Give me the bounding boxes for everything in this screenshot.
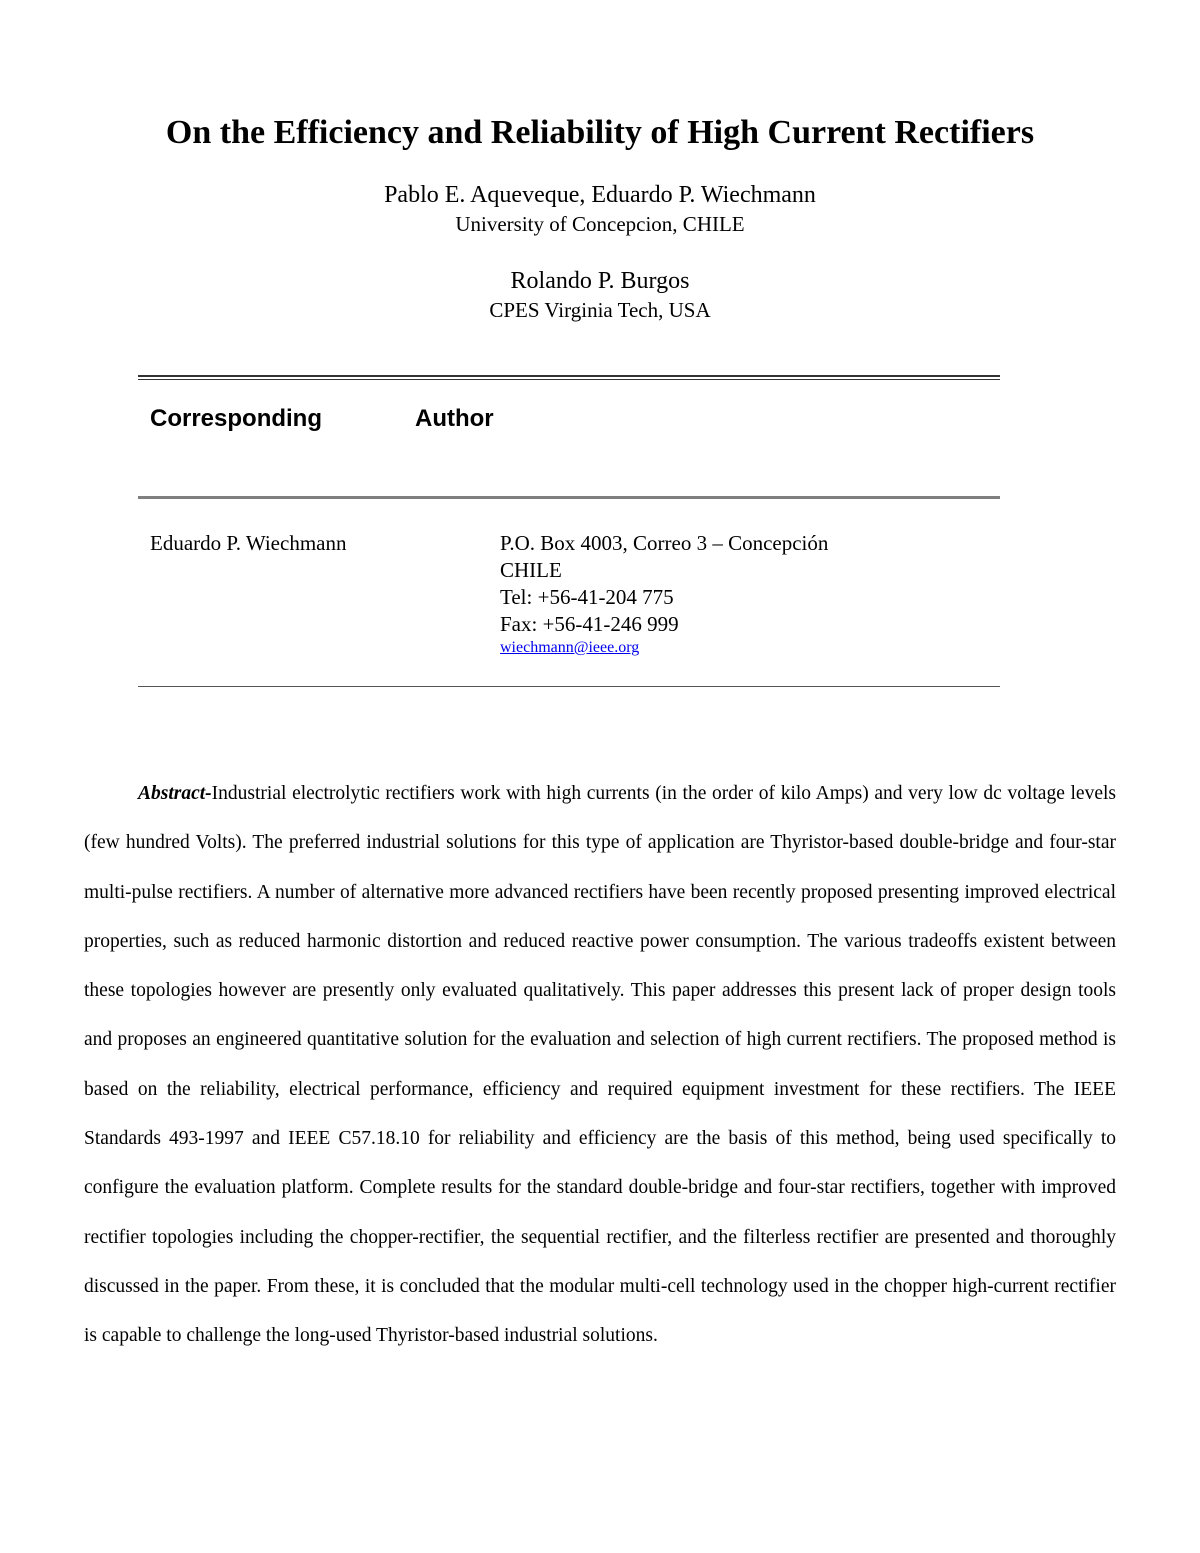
contact-address	[500, 530, 828, 658]
abstract-text: Industrial electrolytic rectifiers work with high currents (in the order of kilo Amps) and very low dc voltage levels (few hundred Volts). The preferred industrial solutions for this type of application are Thyristor-based double-bridge and four-star multi-pulse rectifiers. A number of alternative more advanced rectifiers have been recently proposed presenting improved electrical properties, such as reduced harmonic distortion and reduced reactive power consumption. The various tradeoffs existent between these topologies however are presently only evaluated qualitatively. This paper addresses this present lack of proper design tools and proposes an engineered quantitative solution for the evaluation and selection of high current rectifiers. The proposed method is based on the reliability, electrical performance, efficiency and required equipment investment for these rectifiers. The IEEE Standards 493-1997 and IEEE C57.18.10 for reliability and efficiency are the basis of this method, being used specifically to configure the evaluation platform. Complete results for the standard double-bridge and four-star rectifiers, together with improved rectifier topologies including the chopper-rectifier, the sequential rectifier, and the filterless rectifier are presented and thoroughly discussed in the paper. From these, it is concluded that the modular multi-cell technology used in the chopper high-current rectifier is capable to challenge the long-used Thyristor-based industrial solutions.	[84, 783, 1116, 1347]
paper-title: On the Efficiency and Reliability of High Current Rectifiers	[165, 114, 1035, 151]
author-names-2: Rolando P. Burgos	[510, 268, 690, 294]
corresponding-heading: Corresponding	[150, 405, 322, 432]
middle-rule	[138, 496, 1000, 499]
top-double-rule	[138, 375, 1000, 377]
author-names-1: Pablo E. Aqueveque, Eduardo P. Wiechmann	[384, 182, 816, 208]
bottom-rule	[138, 686, 1000, 687]
top-double-rule-inner	[138, 379, 1000, 380]
author-affiliation-1: University of Concepcion, CHILE	[455, 212, 745, 236]
abstract-label: Abstract-	[138, 783, 212, 804]
address-line: P.O. Box 4003, Correo 3 – Concepción	[500, 531, 829, 555]
address-line: Tel: +56-41-204 775	[500, 585, 674, 609]
corresponding-author-name: Eduardo P. Wiechmann	[150, 531, 347, 555]
email-link[interactable]: wiechmann@ieee.org	[500, 639, 640, 656]
author-affiliation-2: CPES Virginia Tech, USA	[489, 298, 711, 322]
address-line: CHILE	[500, 558, 562, 582]
address-line: Fax: +56-41-246 999	[500, 612, 679, 636]
author-heading: Author	[415, 405, 494, 432]
abstract-paragraph	[84, 769, 1116, 1361]
